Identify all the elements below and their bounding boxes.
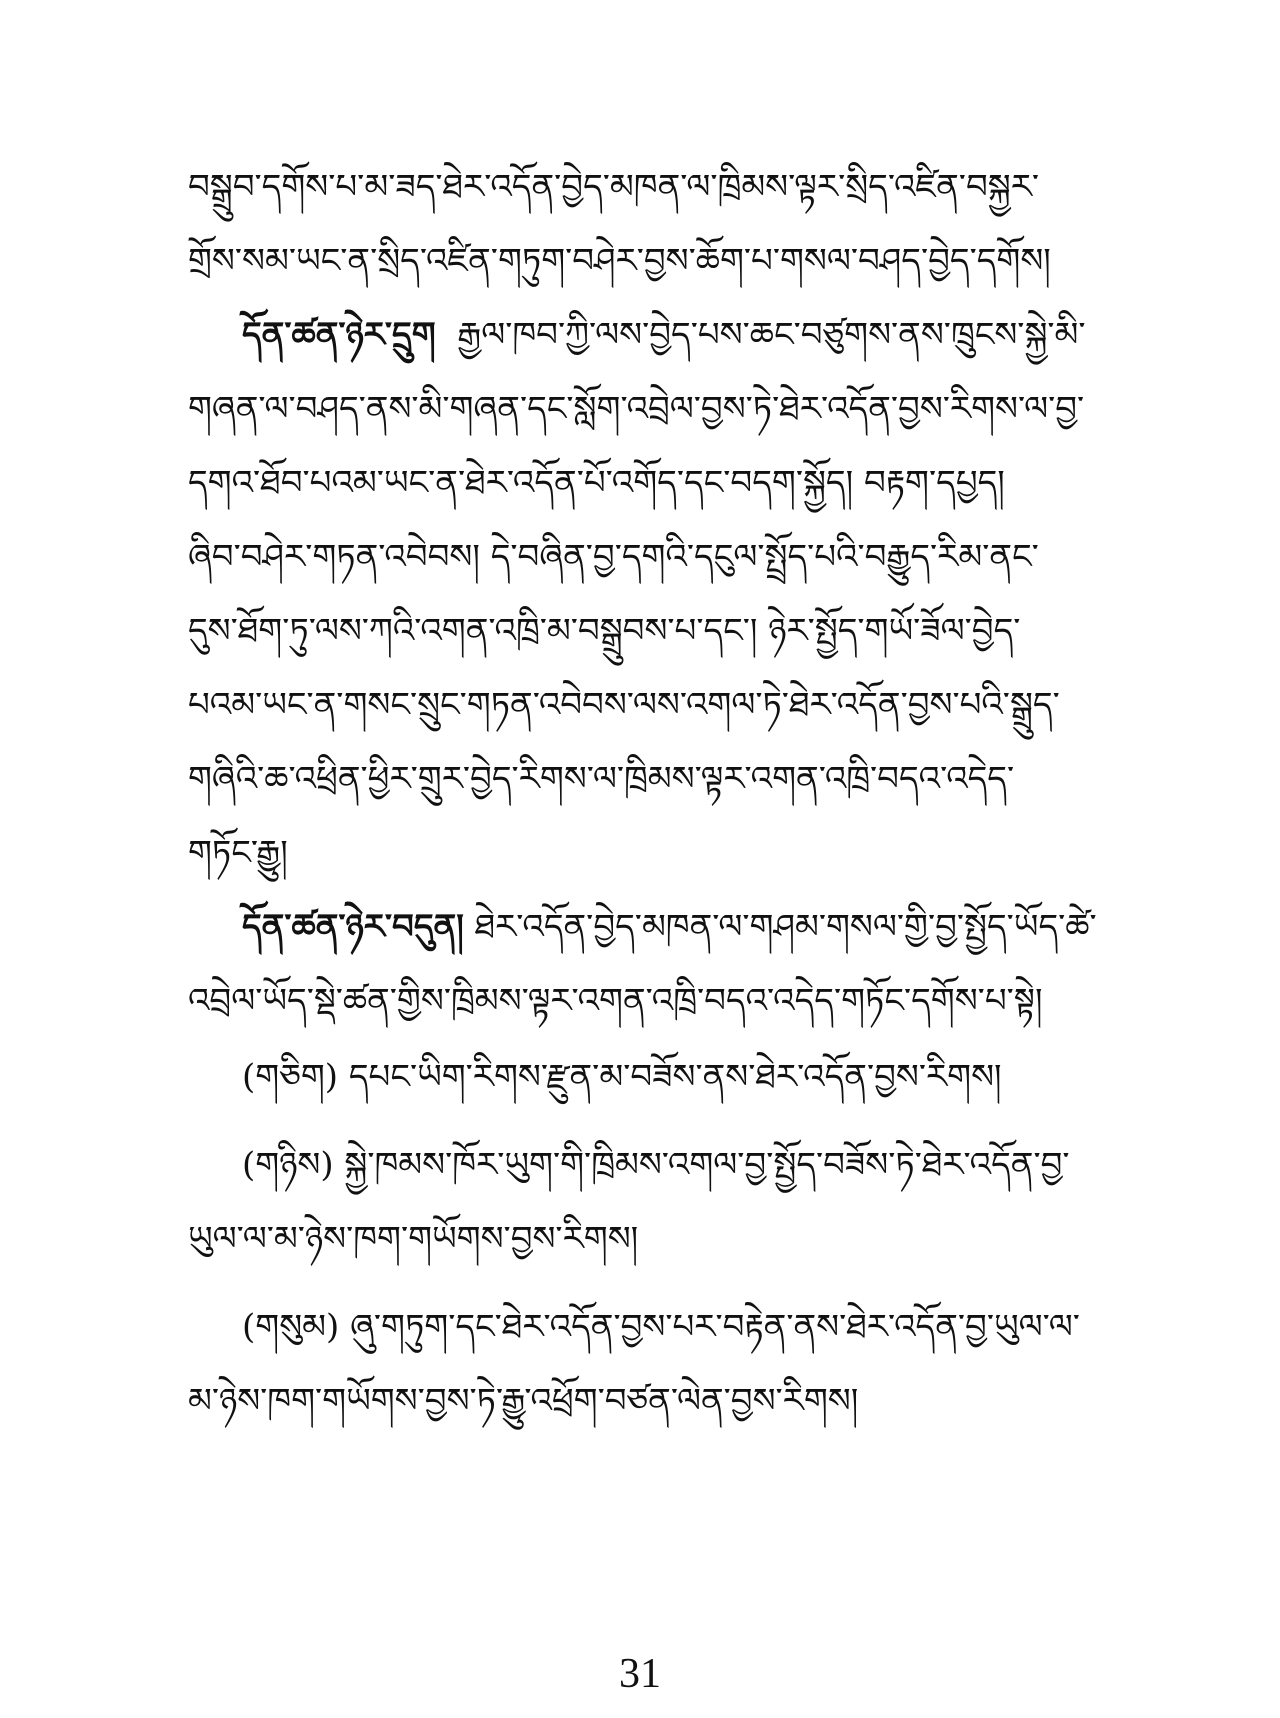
item-number: (གསུམ) bbox=[242, 1307, 340, 1347]
text-line: གཞིའི་ཆ་འཕྲིན་ཕྱིར་གྲུར་བྱེད་རིགས་ལ་ཁྲིམས་ལྟར་འགན་འཁྲི་བདའ་འདེད་ bbox=[188, 759, 1015, 799]
page-number: 31 bbox=[619, 1651, 661, 1697]
text-line: དགའ་ཐོབ་པའམ་ཡང་ན་ཐེར་འདོན་པོ་འགོད་དང་བདག་སྐྱོད། བརྟག་དཔྱད། bbox=[188, 463, 1005, 503]
article-26-heading: དོན་ཚན་ཉེར་དྲུག bbox=[242, 315, 436, 355]
article-27-first-line bbox=[188, 890, 1097, 964]
text-line: པའམ་ཡང་ན་གསང་སྲུང་གཏན་འབེབས་ལས་འགལ་ཏེ་ཐེར་འདོན་བྱས་པའི་སྒྲུད་ bbox=[188, 685, 1060, 725]
text-line: སྐྱེ་ཁམས་ཁོར་ཡུག་གི་ཁྲིམས་འགལ་བྱ་སྤྱོད་བཟོས་ཏེ་ཐེར་འདོན་བྱ་ bbox=[344, 1145, 1070, 1185]
article-26-first-line bbox=[188, 298, 1088, 372]
text-line: མ་ཉེས་ཁག་གཡོགས་བྱས་ཏེ་རྒྱུ་འཕྲོག་བཙན་ལེན་བྱས་རིགས། bbox=[188, 1381, 859, 1421]
list-item-3 bbox=[188, 1290, 1088, 1438]
list-item-2 bbox=[188, 1128, 1088, 1276]
text-line: འབྲེལ་ཡོད་སྡེ་ཚན་གྱིས་ཁྲིམས་ལྟར་འགན་འཁྲི་བདའ་འདེད་གཏོང་དགོས་པ་སྟེ། bbox=[188, 981, 1043, 1021]
text-line: ཞིབ་བཤེར་གཏན་འབེབས། དེ་བཞིན་བྱ་དགའི་དངུལ་སྤྲོད་པའི་བརྒྱུད་རིམ་ནང་ bbox=[188, 537, 1039, 577]
list-item-1 bbox=[188, 1040, 1088, 1114]
article-27 bbox=[188, 890, 1097, 1038]
text-line: རྒྱལ་ཁབ་ཀྱི་ལས་བྱེད་པས་ཆང་བཙུགས་ནས་ཁྲུངས་སྐྱེ་མི་ bbox=[457, 315, 1086, 355]
text-line: ཡུལ་ལ་མ་ཉེས་ཁག་གཡོགས་བྱས་རིགས། bbox=[188, 1219, 639, 1259]
item-number: (གཅིག) bbox=[242, 1057, 339, 1097]
text-line: གྲོས་སམ་ཡང་ན་སྲིད་འཛིན་གཏུག་བཤེར་བྱས་ཆོག་པ་གསལ་བཤད་བྱེད་དགོས། bbox=[188, 241, 1051, 281]
text-line: གཞན་ལ་བཤད་ནས་མི་གཞན་དང་སློག་འབྲེལ་བྱས་ཏེ་ཐེར་འདོན་བྱས་རིགས་ལ་བྱ་ bbox=[188, 389, 1085, 429]
text-line: ཐེར་འདོན་བྱེད་མཁན་ལ་གཤམ་གསལ་གྱི་བྱ་སྤྱོད་ཡོད་ཚེ་ bbox=[474, 907, 1097, 947]
text-line: ཞུ་གཏུག་དང་ཐེར་འདོན་བྱས་པར་བརྟེན་ནས་ཐེར་འདོན་བྱ་ཡུལ་ལ་ bbox=[350, 1307, 1080, 1347]
text-line: གཏོང་རྒྱུ། bbox=[188, 833, 288, 873]
article-26 bbox=[188, 298, 1088, 890]
paragraph-continuation bbox=[188, 150, 1088, 298]
text-line: དུས་ཐོག་ཏུ་ལས་ཀའི་འགན་འཁྲི་མ་བསྒྲུབས་པ་དང་། ཉེར་སྤྱོད་གཡོ་ཟོལ་བྱེད་ bbox=[188, 611, 1021, 651]
article-27-heading: དོན་ཚན་ཉེར་བདུན། bbox=[242, 907, 464, 947]
text-line: བསྒྲུབ་དགོས་པ་མ་ཟད་ཐེར་འདོན་བྱེད་མཁན་ལ་ཁྲིམས་ལྟར་སྲིད་འཛིན་བསྐྱར་ bbox=[188, 167, 1040, 207]
text-line: དཔང་ཡིག་རིགས་རྫུན་མ་བཟོས་ནས་ཐེར་འདོན་བྱས་རིགས། bbox=[348, 1057, 1002, 1097]
item-number: (གཉིས) bbox=[242, 1145, 334, 1185]
